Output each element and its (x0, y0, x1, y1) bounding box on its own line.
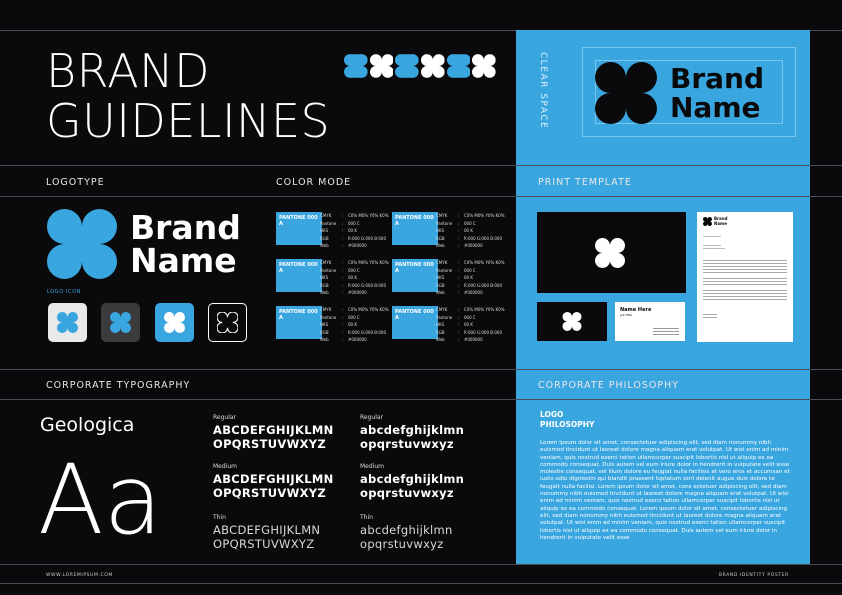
spec-value: 00 K (464, 228, 473, 233)
icon-variant-blue (155, 303, 194, 342)
color-spec-row (436, 314, 505, 322)
divider-1 (0, 165, 842, 166)
medium-lower-1: abcdefghijklmn (360, 472, 465, 486)
spec-colon: : (458, 290, 460, 295)
color-spec-row (436, 282, 505, 290)
spec-value: R:000 G:000 B:000 (348, 235, 386, 241)
color-spec-row (320, 274, 389, 282)
color-spec-row (320, 282, 389, 290)
thin-upper (213, 523, 320, 551)
pattern-mark-icon (472, 53, 496, 79)
spec-key: Pantone (320, 220, 337, 226)
spec-key: Pantone (436, 220, 453, 226)
color-spec-row (320, 220, 389, 228)
spec-value: C0% M0% Y0% K0% (464, 213, 505, 218)
spec-value: 000 C (348, 267, 360, 273)
footer-poster-label: BRAND IDENTITY POSTER (719, 573, 789, 578)
spec-key: RGB (320, 329, 329, 335)
color-spec-row (436, 267, 505, 275)
spec-colon: : (342, 329, 344, 335)
spec-key: Web (320, 337, 329, 342)
spec-colon: : (342, 260, 344, 265)
thin-lower (360, 523, 453, 551)
spec-colon: : (458, 322, 460, 327)
spec-colon: : (342, 220, 344, 226)
spec-colon: : (458, 337, 460, 342)
spec-colon: : (458, 282, 460, 288)
pattern-mark-icon (395, 53, 419, 79)
spec-value: 000 C (464, 314, 476, 320)
icon-variant-dark (101, 303, 140, 342)
spec-key: CMYK (436, 213, 448, 218)
color-spec-row (436, 220, 505, 228)
style-label-medium: Medium (213, 463, 237, 470)
font-name: Geologica (40, 414, 135, 436)
pattern-mark-icon (447, 53, 471, 79)
spec-colon: : (458, 314, 460, 320)
color-spec-row (320, 267, 389, 275)
logo-mark-icon (110, 312, 131, 333)
divider-5 (0, 564, 842, 565)
main-logo-mark-icon (47, 209, 117, 279)
color-specs (436, 306, 505, 344)
color-swatch: PANTONE 000 A (392, 306, 438, 339)
letterhead-brand-line1: Brand (714, 216, 728, 221)
color-spec-row (320, 242, 389, 250)
regular-lower-2: opqrstuvwxyz (360, 437, 454, 451)
section-logotype: LOGOTYPE (46, 177, 105, 188)
color-spec-row (436, 336, 505, 344)
color-spec-row (320, 306, 389, 314)
spec-key: Pantone (436, 314, 453, 320)
color-spec-row (320, 289, 389, 297)
color-spec-row (320, 259, 389, 267)
spec-value: #000000 (464, 290, 483, 295)
spec-key: Web (320, 290, 329, 295)
logo-pattern-strip (344, 53, 496, 79)
color-spec-row (320, 235, 389, 243)
spec-key: HKS (436, 275, 445, 280)
section-corporate-philosophy: CORPORATE PHILOSOPHY (538, 380, 680, 391)
spec-value: 00 K (464, 275, 473, 280)
spec-value: C0% M0% Y0% K0% (348, 213, 389, 218)
spec-value: R:000 G:000 B:000 (464, 235, 502, 241)
brand-name-line2: Name (670, 91, 761, 124)
color-specs (436, 259, 505, 297)
spec-value: C0% M0% Y0% K0% (464, 260, 505, 265)
section-color-mode: COLOR MODE (276, 177, 352, 188)
color-spec-row (436, 321, 505, 329)
spec-key: CMYK (436, 260, 448, 265)
logo-mark-icon (57, 312, 78, 333)
medium-upper (213, 472, 334, 500)
color-swatch: PANTONE 000 A (276, 259, 322, 292)
spec-colon: : (342, 235, 344, 241)
spec-colon: : (458, 220, 460, 226)
spec-key: RGB (320, 235, 329, 241)
spec-value: #000000 (348, 243, 367, 248)
spec-value: 00 K (348, 228, 357, 233)
page-title-line1: BRAND (46, 44, 211, 98)
color-spec-row (436, 259, 505, 267)
icon-variant-light (48, 303, 87, 342)
spec-colon: : (458, 243, 460, 248)
color-spec-row (436, 227, 505, 235)
color-spec-row (436, 242, 505, 250)
spec-key: HKS (320, 275, 329, 280)
spec-colon: : (458, 307, 460, 312)
spec-key: HKS (436, 228, 445, 233)
spec-value: R:000 G:000 B:000 (348, 329, 386, 335)
color-spec-row (436, 274, 505, 282)
spec-key: HKS (320, 228, 329, 233)
spec-value: R:000 G:000 B:000 (464, 282, 502, 288)
color-spec-row (320, 321, 389, 329)
color-swatch: PANTONE 000 A (276, 306, 322, 339)
divider-4 (0, 399, 842, 400)
spec-colon: : (458, 275, 460, 280)
philosophy-heading-line1: LOGO (540, 410, 564, 419)
spec-value: 000 C (348, 314, 360, 320)
font-sample: Aa (38, 444, 163, 556)
spec-key: RGB (436, 329, 445, 335)
style-label-medium-lower: Medium (360, 463, 384, 470)
color-specs (320, 306, 389, 344)
spec-colon: : (342, 314, 344, 320)
page-title-line2: GUIDELINES (46, 94, 331, 148)
spec-key: Web (436, 290, 445, 295)
color-specs (320, 259, 389, 297)
spec-colon: : (342, 275, 344, 280)
spec-colon: : (342, 213, 344, 218)
logo-mark-icon (164, 312, 185, 333)
spec-colon: : (458, 235, 460, 241)
color-spec-row (320, 314, 389, 322)
color-spec-row (436, 329, 505, 337)
thin-upper-1: ABCDEFGHIJKLMN (213, 523, 321, 537)
icon-variant-outline (208, 303, 247, 342)
color-spec-row (436, 235, 505, 243)
spec-value: #000000 (464, 337, 483, 342)
spec-key: CMYK (436, 307, 448, 312)
spec-value: C0% M0% Y0% K0% (348, 260, 389, 265)
spec-colon: : (458, 329, 460, 335)
pattern-mark-icon (344, 53, 368, 79)
spec-key: CMYK (320, 307, 332, 312)
regular-lower (360, 423, 464, 451)
spec-key: Web (436, 243, 445, 248)
footer-website[interactable]: WWW.LOREMIPSUM.COM (46, 573, 113, 578)
style-label-thin-lower: Thin (360, 514, 373, 521)
spec-key: Pantone (320, 267, 337, 273)
divider-6 (0, 583, 842, 584)
spec-value: 00 K (348, 322, 357, 327)
letterhead-brand-line2: Name (714, 220, 727, 226)
color-spec-row (320, 329, 389, 337)
philosophy-heading (540, 410, 594, 430)
color-spec-row (320, 336, 389, 344)
spec-key: CMYK (320, 213, 332, 218)
spec-key: CMYK (320, 260, 332, 265)
spec-value: #000000 (348, 290, 367, 295)
clear-space-logo-mark-icon (595, 62, 657, 124)
color-swatch: PANTONE 000 A (276, 212, 322, 245)
regular-upper-2: OPQRSTUVWXYZ (213, 437, 327, 451)
philosophy-heading-line2: PHILOSOPHY (540, 420, 595, 429)
spec-key: HKS (436, 322, 445, 327)
philosophy-body: Lorem ipsum dolor sit amet, consectetuer adipiscing elit, sed diam nonummy nibh euismod tincidunt ut laoreet dolore magna aliquam erat volutpat. Ut wisi enim ad minim veniam, quis nostrud exerci tation ullamcorper suscipit lobortis nisl ut aliquip ex ea commodo consequat. Duis autem vel eum iriure dolor in hendrerit in vulputate velit esse molestie consequat, vel illum dolore eu feugiat nulla facilisis at vero eros et accumsan et iusto odio dignissim qui blandit praesent luptatum zzril delenit augue duis dolore te feugait nulla facilisi. Lorem ipsum dolor sit amet, cons ectetuer adipiscing elit, sed diam nonummy nibh euismod tincidunt ut laoreet dolore magna aliquam erat volutpat. Ut wisi enim ad minim veniam, quis nostrud exerci tation ullamcorper suscipit lobortis nisl ut aliquip ex ea commodo consequat. Lorem ipsum dolor sit amet, consectetuer adipiscing elit, sed diam nonummy nibh euismod tincidunt ut laoreet dolore magna aliquam erat volutpat. Ut wisi enim ad minim veniam, quis nostrud exerci tation ullamcorper suscipit lobortis nisl ut aliquip ex ea commodo consequat. Duis autem vel eum iriure dolor in hendrerit in vulputate velit esse (540, 440, 790, 541)
spec-colon: : (342, 290, 344, 295)
color-spec-row (436, 306, 505, 314)
logo-mark-icon (703, 217, 712, 226)
print-card-back (615, 302, 685, 341)
spec-colon: : (342, 267, 344, 273)
spec-colon: : (342, 228, 344, 233)
spec-key: RGB (436, 282, 445, 288)
main-brand-name (130, 208, 241, 280)
style-label-regular-lower: Regular (360, 414, 384, 421)
brand-name-line1: Brand (670, 62, 765, 95)
divider-2 (0, 196, 842, 197)
color-spec-row (436, 212, 505, 220)
style-label-thin: Thin (213, 514, 226, 521)
regular-upper (213, 423, 334, 451)
letterhead-brand (714, 217, 727, 226)
spec-key: RGB (436, 235, 445, 241)
spec-colon: : (342, 282, 344, 288)
section-print-template: PRINT TEMPLATE (538, 177, 632, 188)
style-label-regular: Regular (213, 414, 237, 421)
color-swatch: PANTONE 000 A (392, 259, 438, 292)
logo-mark-icon (561, 312, 583, 331)
color-swatch: PANTONE 000 A (392, 212, 438, 245)
spec-value: C0% M0% Y0% K0% (464, 307, 505, 312)
pattern-mark-icon (421, 53, 445, 79)
pattern-mark-icon (370, 53, 394, 79)
color-specs (436, 212, 505, 250)
spec-key: Pantone (436, 267, 453, 273)
spec-colon: : (458, 260, 460, 265)
card-name: Name Here (620, 307, 652, 313)
spec-value: 00 K (348, 275, 357, 280)
spec-colon: : (342, 337, 344, 342)
thin-upper-2: OPQRSTUVWXYZ (213, 537, 315, 551)
medium-lower (360, 472, 464, 500)
logo-icon-label: LOGO ICON (47, 289, 81, 295)
print-letterhead (697, 212, 793, 342)
spec-colon: : (458, 267, 460, 273)
brand-name-line1: Brand (130, 208, 241, 247)
spec-value: C0% M0% Y0% K0% (348, 307, 389, 312)
spec-key: RGB (320, 282, 329, 288)
regular-lower-1: abcdefghijklmn (360, 423, 465, 437)
print-envelope-dark (537, 212, 686, 293)
spec-value: R:000 G:000 B:000 (348, 282, 386, 288)
regular-upper-1: ABCDEFGHIJKLMN (213, 423, 334, 437)
brand-name-line2: Name (130, 241, 237, 280)
spec-key: Web (436, 337, 445, 342)
spec-colon: : (342, 243, 344, 248)
color-spec-row (320, 227, 389, 235)
divider-3 (0, 369, 842, 370)
color-spec-row (320, 212, 389, 220)
card-title: Job Title (620, 313, 633, 317)
section-corporate-typography: CORPORATE TYPOGRAPHY (46, 380, 191, 391)
spec-value: #000000 (464, 243, 483, 248)
color-spec-row (436, 289, 505, 297)
clear-space-brand-name (670, 64, 764, 122)
spec-colon: : (342, 307, 344, 312)
spec-key: Pantone (320, 314, 337, 320)
spec-value: 000 C (464, 267, 476, 273)
color-specs (320, 212, 389, 250)
spec-key: Web (320, 243, 329, 248)
thin-lower-1: abcdefghijklmn (360, 523, 453, 537)
medium-upper-1: ABCDEFGHIJKLMN (213, 472, 334, 486)
logo-mark-outline-icon (217, 312, 238, 333)
clear-space-label: CLEAR SPACE (538, 52, 548, 130)
spec-key: HKS (320, 322, 329, 327)
spec-colon: : (458, 228, 460, 233)
thin-lower-2: opqrstuvwxyz (360, 537, 444, 551)
print-card-front (537, 302, 607, 341)
spec-value: #000000 (348, 337, 367, 342)
medium-lower-2: opqrstuvwxyz (360, 486, 454, 500)
spec-colon: : (458, 213, 460, 218)
spec-value: 000 C (348, 220, 360, 226)
logo-mark-icon (594, 238, 626, 268)
spec-value: 000 C (464, 220, 476, 226)
spec-value: 00 K (464, 322, 473, 327)
spec-colon: : (342, 322, 344, 327)
spec-value: R:000 G:000 B:000 (464, 329, 502, 335)
medium-upper-2: OPQRSTUVWXYZ (213, 486, 327, 500)
